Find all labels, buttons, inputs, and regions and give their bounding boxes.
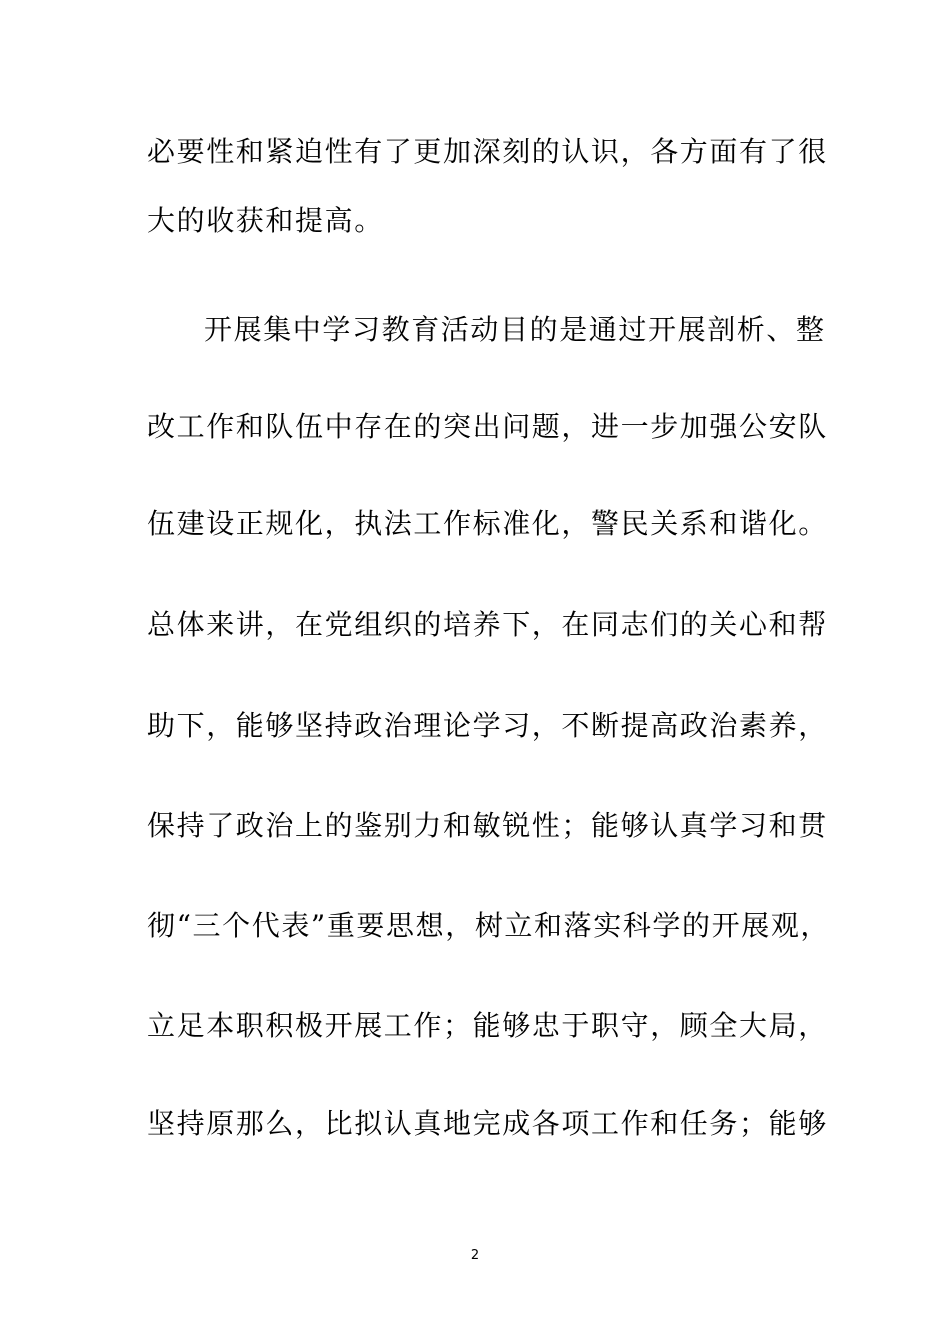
paragraph-first-line: 开展集中学习教育活动目的是通过开展剖析、整 [204,313,826,346]
page-number: 2 [470,1248,480,1263]
body-text-line: 彻“三个代表”重要思想，树立和落实科学的开展观， [147,909,831,942]
body-text-line: 必要性和紧迫性有了更加深刻的认识，各方面有了很 [147,135,828,168]
body-text-line: 坚持原那么，比拟认真地完成各项工作和任务；能够 [147,1107,828,1140]
body-text-line: 保持了政治上的鉴别力和敏锐性；能够认真学习和贯 [147,809,828,842]
body-text-line: 伍建设正规化，执法工作标准化，警民关系和谐化。 [147,507,828,540]
body-text-line: 总体来讲，在党组织的培养下，在同志们的关心和帮 [147,608,828,641]
body-text-line: 改工作和队伍中存在的突出问题，进一步加强公安队 [147,410,828,443]
body-text-line: 大的收获和提高。 [147,204,384,237]
body-text-line: 立足本职积极开展工作；能够忠于职守，顾全大局， [147,1009,828,1042]
body-text-line: 助下，能够坚持政治理论学习，不断提高政治素养， [147,709,828,742]
